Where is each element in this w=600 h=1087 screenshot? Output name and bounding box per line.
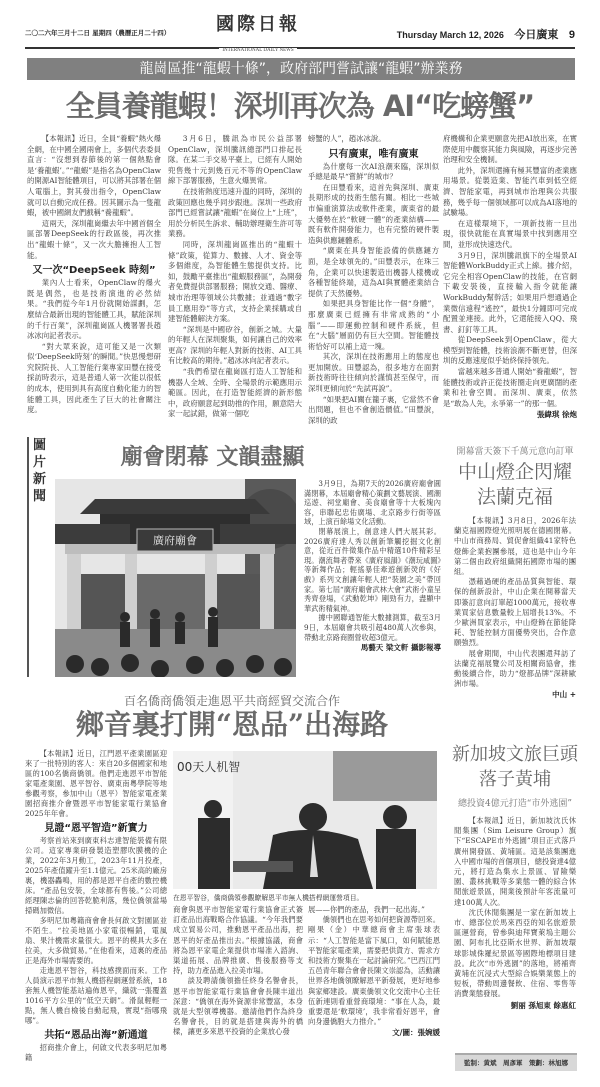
paragraph: 螃蟹的人”，趙冰冰說。 <box>308 134 386 143</box>
zhongshan-text-wrap <box>454 516 576 700</box>
enping-column-2 <box>173 905 303 1038</box>
paragraph: 從DeepSeek到OpenClaw，從大模型到智能體，技術浪潮不斷更替，但深圳的反應速度似乎始終保持領先。 <box>443 335 577 366</box>
headline-line: 法蘭克福 <box>476 486 553 508</box>
paragraph: 談及聘請僑領擔任終身名譽會長，恩平市智能家電行業協會會長陳丰道出深意：“僑領在海外資源非常豐富，本身就是大型領導機器。邀請他們作為終身名譽會長，目的就是搭建與海外的橋樑，讓更多來恩平投資的企業放心發 <box>173 976 303 1037</box>
paragraph: 3月6日，騰訊為市民公益部署OpenClaw，深圳騰訊總部門口排起長隊。在某二手交易平臺上，已經有人開始兜售幾十元到幾百元不等的OpenClaw線下部署服務，生意火爆異常。 <box>168 134 302 186</box>
paragraph: 【本報訊】近日，江門恩平產業園區迎來了一批特別的客人：來自20多個國家和地區的100名僑商僑領。他們走進恩平市智能家電產業園、恩平智谷、廣東南粵學院等地參觀考察，參加中山（恩平）智能家電產業園招商推介會暨恩平市智能家電行業協會2025年年會。 <box>25 749 167 818</box>
singapore-byline: 劉丽 孫旭東 餘惠紅 <box>510 1000 576 1010</box>
lead-column-4 <box>443 134 577 409</box>
headline-line: 落子黃埔 <box>479 769 551 790</box>
paragraph: 在這樣環境下，一項新技術一旦出現，很快就能在真實場景中找到應用空間，並形成快速迭代。 <box>443 218 577 249</box>
headline-line: 新加坡文旅巨頭 <box>452 744 578 765</box>
paragraph: 其次，深圳在技術應用上的態度也更加開放。田豐認為，很多地方在面對新技術時往往傾向於謹慎甚至保守，而深圳更傾向於“先試再說”。 <box>308 352 439 394</box>
issue-date: 二〇二六年三月十二日 星期四（農曆正月二十四） <box>25 29 171 37</box>
paragraph: 這兩天，深圳龍崗繼去年中國首個全區部署DeepSeek的行政區後，再次推出“龍蝦十條”，又一次大膽擁抱人工智能。 <box>27 218 161 260</box>
paragraph: 當越來越多普通人開始“養龍蝦”，智能體技術或許正從技術圈走向更廣闊的產業和社會空間。而深圳、廣東，依然是“敢為人先，永爭第一”的那一個。 <box>443 367 577 408</box>
paragraph: 招商推介會上，何啟文代表多明尼加粵籍 <box>25 1043 167 1062</box>
page-info <box>397 26 575 42</box>
paragraph: 在技術熱度迅速升溫的同時，深圳的政策回應也幾乎同步跟進。深圳一些政府部門已經嘗試讓“龍蝦”在崗位上“上班”，用於分析民生訴求、輔助辦理衛生許可等業務。 <box>168 186 302 239</box>
paragraph: “我們希望在龍崗區打造人工智能和機器人全域、全時、全場景的示範應用示範區。因此，在打造智能經濟的新形態中，政府願意起到助推的作用，願意陪大家一起試錯，做第一個吃 <box>168 367 302 419</box>
lead-column-4-wrap <box>443 134 577 420</box>
paragraph: 展——你們的產品，我們一起出海。” <box>308 905 425 914</box>
singapore-text-wrap <box>454 816 576 1011</box>
enping-column-3 <box>308 905 440 1027</box>
enping-column-3-wrap <box>308 905 440 1038</box>
paragraph: 3月9日，深圳騰訊旗下的全場景AI智能體WorkBuddy正式上線。據介紹，它完全相容OpenClaw的技能，在官網下載安裝後，直接輸入指令就能讓WorkBuddy幫幹活；如果用戶想通過企業微信遠程“遙控”，最快1分鐘即可完成配置並連接。此外，它還能接入QQ、飛書、釘釘等工具。 <box>443 250 577 334</box>
label-char: 新 <box>33 472 47 487</box>
temple-fair-byline: 馬藝天 梁文軒 攝影報導 <box>360 643 441 653</box>
editor-credits: 監制：黄斌 周彥軍 策劃：林旭娜 <box>455 1053 577 1071</box>
paragraph: “深圳是中國矽谷，創新之城。大量的年輕人在深圳聚集，如何讓自己的效率更高？深圳的年輕人對新的技術、AI工具有比較高的期待。”趙冰冰向記者表示。 <box>168 324 302 366</box>
temple-fair-headline: 廟會閉幕 文韻盡顯 <box>120 445 305 470</box>
page-number: 9 <box>568 29 575 41</box>
logo-chinese: 國際日報 <box>216 14 300 35</box>
temple-fair-text <box>304 479 441 642</box>
paragraph: 展會期間，中山代表團還拜訪了法蘭克福展覽公司及相關商協會，推動後續合作，助力“燈都品牌”深耕歐洲市場。 <box>454 648 576 689</box>
logo-english: INTERNATIONAL DAILY NEWS <box>219 48 296 54</box>
singapore-text <box>454 816 576 1000</box>
paragraph: 考察首站來到廣東科志達智能裝備有限公司。這家專業研發製造塑膠吹膜機的企業，2022年3月動工，2023年11月投產，2025年產值躍升至1.1億元。25米高的廠房裏，機器轟鳴，用的都是恩平自產的數控機床。“產品包安裝，全球都有售後。”公司總經理陳志倫的回答乾脆利落，幾位僑領當場掃碼加微信。 <box>25 836 167 915</box>
exhibit-sign-text: 00天人机智 <box>177 760 241 774</box>
paragraph: 走進恩平智谷，科技感撲面而來。工作人員演示恩平市無人機搭程網運營系統，18套無人機智能基站遍佈恩平，織就一張覆蓋1016平方公里的“低空天網”。滑鼠輕輕一點，無人機自檢後自動起飛，實現“指哪飛哪”。 <box>25 966 167 1025</box>
temple-fair-photo <box>55 479 296 677</box>
paragraph: 此外，深圳還擁有極其豐富的產業應用場景。從製造業、智能汽車到低空經濟、智能家電，再到城市治理與公共服務，幾乎每一個領域都可以成為AI落地的試驗場。 <box>443 165 577 218</box>
section-name: 今日廣東 <box>514 29 559 41</box>
enping-byline: 文/圖：張婉媛 <box>392 1028 440 1038</box>
label-char: 片 <box>33 455 47 470</box>
paragraph: 在田豐看來，這首先與深圳、廣東長期形成的技術生態有關。相比一些城市偏重演算法或軟件產業，廣東省的最大優勢在於“軟硬一體”的產業結構——既有軟件開發能力，也有完整的硬件製造與供應鏈體系。 <box>308 182 439 245</box>
drone-exhibit-image <box>173 751 437 889</box>
lead-column-3 <box>308 134 439 426</box>
paragraph: 【本報訊】3月8日，2026年法蘭克福國際燈光照明展在德國閉幕。中山市商務局、貿促會組織41家特色燈飾企業抱團參展，這也是中山今年第二個由政府組織開拓國際市場的團組。 <box>454 516 576 577</box>
paragraph: 【本報訊】近日，新加坡沈氏休閒集團（Sim Leisure Group）旗下“ESCAPE市外逃園”項目正式落戶廣州開發區、黃埔區。這是該集團進入中國市場的首個項目，總投資達4億元，將打造為集水上景區、冒險樂園、叢林挑戰等多業態一體的綜合休閒旅遊景區，開業後預計年客流量可達100萬人次。 <box>454 816 576 907</box>
paragraph: 【本報訊】近日，全員“養蝦”熱火爆全網，在中國全國兩會上，多個代表委員直言：“沒想到春節後的第一個熱點會是‘養龍蝦’。”“龍蝦”是指名為OpenClaw的開源AI智能體項目，可以將其部署在個人電腦上，對其發出指令，OpenClaw就可以自動完成任務。因其圖示為一隻龍蝦，被中國網友們戲稱“養龍蝦”。 <box>27 134 161 218</box>
enping-headline: 鄉音裏打開“恩品”出海路 <box>75 708 389 741</box>
zhongshan-headline <box>448 460 582 510</box>
subheading: 共拓“恩品出海”新通道 <box>44 1030 148 1041</box>
paragraph: 同時，深圳龍崗區推出的“龍蝦十條”政策，從算力、數據、人才、資金等多個維度，為智能體生態提供支持。比如，鼓勵平臺推出“龍蝦服務區”，為開發者免費提供部署服務；開放交通、醫療、城市治理等領域公共數據；並通過“數字員工應用券”等方式，支持企業採購或自建智能體解決方案。 <box>168 239 302 324</box>
temple-gate-image <box>55 479 296 677</box>
date-english: Thursday March 12, 2026 <box>396 30 504 40</box>
lead-kicker-banner: 龍崗區推“龍蝦十條”，政府部門嘗試讓“龍蝦”辦業務 <box>27 58 575 80</box>
temple-sign-text: 廣府廟會 <box>153 534 197 547</box>
paragraph: 多明尼加粵籍商會會長何啟文對園區並不陌生。“拉美地區小家電很暢銷，電風扇、果汁機需求量很大。恩平的模具大多在拉美，大多做貿易。”在他看來，這裏的產品正是海外市場需要的。 <box>25 916 167 965</box>
lead-byline: 張緯琪 徐炮 <box>536 410 577 420</box>
enping-photo <box>173 751 437 889</box>
paragraph: “廣東在具身智能設備的供應鏈方面，是全球領先的。”田豐表示，在珠三角，企業可以快速製造出機器人樣機或各種智能終端，這為AI與實體產業結合提供了天然優勢。 <box>308 246 439 298</box>
enping-column-1 <box>25 749 167 1063</box>
paragraph: 3月9日，為期7天的2026廣府廟會圓滿閉幕，本屆廟會精心策劃文藝展演、國潮巡遊、祠堂廟會、美食廟會等十大板塊內容，串聯起忠佑廣場、北京路步行街等區域，上演百餘場文化活動。 <box>304 479 441 527</box>
paragraph: 府機構和企業更願意先把AI放出來，在實際使用中觀察其能力與風險，再逐步完善治理和安全機制。 <box>443 134 577 165</box>
paragraph: 僑領們也在思考如何把資源帶回來。剛果（金）中華總商會主席張球表示：“人工智能是當下風口，如何賦能恩平智能家電產業，需要把供貨方、需求方和技術方聚集在一起討論研究。”巴西江門五邑青年聯合會會長陳文崇認為，活動讓世界各地僑領瞭解恩平新發展，更好地參與家鄉建設。廣東僑領文化交流中心主任伍新連則看重營商環境：“事在人為，最重要還是‘軟環境’，我非常看好恩平，會向身邊僑胞大力推介。” <box>308 915 440 1027</box>
label-char: 聞 <box>33 489 47 504</box>
paragraph: 據中國聯通智能大數據測算，截至3月9日，本屆廟會共吸引超480萬人次參與，帶動北京路商圈營收超3億元。 <box>304 613 441 642</box>
newspaper-logo <box>205 14 311 55</box>
singapore-subtitle: 總投資4億元打造“市外逃園” <box>458 799 572 809</box>
paragraph: “對大眾來說，這可能又是一次類似‘DeepSeek時刻’的瞬間。”快思慢想研究院院長、人工智能行業專家田豐在接受採訪時表示，這是普通人第一次能以很低的成本，使用到具有高度自動化能力的智能體工具，因此產生了巨大的社會關注度。 <box>27 341 161 415</box>
zhongshan-text <box>454 516 576 689</box>
singapore-headline <box>448 742 582 792</box>
paragraph: 為什麼每一次AI浪潮來臨，深圳似乎總是最早“嘗鮮”的城市？ <box>308 161 439 182</box>
paragraph: 業內人士看來，OpenClaw的爆火既是偶然，也是技術演進的必然結果。“我們從今年1月份就開始謀劃，怎麼結合最新出現的智能體工具，賦能深圳的千行百業”，深圳龍崗區人機署署長趙冰冰向記者表示。 <box>27 278 161 341</box>
subheading: 只有廣東，唯有廣東 <box>328 148 419 160</box>
enping-kicker: 百名僑商僑領走進恩平共商經貿交流合作 <box>123 694 340 708</box>
paragraph: 如果把具身智能比作一個“身體”，那麼廣東已經擁有非常成熟的“小腦”——即運動控制和硬件系統，但在“大腦”層面仍有巨大空間。智能體技術恰好可以補上這一塊。 <box>308 299 439 351</box>
paragraph: “如果把AI關在籠子裏，它當然不會出問題，但也不會創造價值。”田豐說，深圳的政 <box>308 394 439 425</box>
paragraph: 沈氏休閒集團是一家在新加坡上市、總部位於馬來西亞的知名旅遊景區運營商，曾參與迪拜寶萊塢主題公園、阿布扎比亞斯水世界、新加坡環球影城侏羅紀景區等國際地標項目建設。此次“市外逃園”的落地，將補齊黃埔在沉浸式大型綜合娛樂業態上的短板，帶動周邊餐飲、住宿、零售等消費業態發展。 <box>454 907 576 999</box>
temple-fair-text-wrap <box>304 479 441 653</box>
subheading: 又一次“DeepSeek 時刻” <box>32 265 156 277</box>
headline-line: 中山燈企閃耀 <box>457 461 572 483</box>
zhongshan-kicker: 開幕當天簽下千萬元意向訂單 <box>456 447 574 457</box>
paragraph: 商會與恩平市智能家電行業協會正式簽訂產品出海戰略合作協議。“今年我們要成立貿易公司，推動恩平產品出海，把恩平的好產品推出去。”根據協議，商會將為恩平家電企業提供市場准入諮詢、渠道拓展、品牌推廣、售後服務等支持，助力產品進入拉美市場。 <box>173 905 303 976</box>
label-char: 圖 <box>33 438 47 453</box>
lead-column-2 <box>168 134 302 420</box>
paragraph: 憑藉過硬的產品品質與智能、環保的創新設計，中山企業在開幕當天即簽訂意向訂單超1000萬元，接收專業買家信息數量較上屆增長13%。不少歐洲買家表示，中山燈飾在節能降耗、智能控制方面優勢突出，合作意願強烈。 <box>454 577 576 648</box>
enping-photo-caption: 在恩平智谷，僑商僑領參觀瞭解恩平市無人機搭桿網運營項目。 <box>173 894 364 902</box>
paragraph: 閉幕展演上，創意達人們大展其彩。2026廣府達人秀以創新筆觸挖掘文化創意，從近百件徵集作品中精選10件精彩呈現。潮流舞者帶來《廣府風韻》《潮玩咸圖》等新舞作品；輕搖暴佳牽遊創新熒的《好戲》系列文創讓年輕人把“裝園之美”帶回家。第七屆“廣府廟會武林大會”武術小童呈秀齊登場，《武動乾坤》剛勁有力，盡顯中華武術精氣神。 <box>304 526 441 613</box>
lead-headline: 全員養龍蝦！深圳再次為 AI“吃螃蟹” <box>65 89 535 123</box>
subheading: 見證“恩平智造”新實力 <box>44 823 148 834</box>
photo-news-label <box>27 437 49 677</box>
zhongshan-byline: 中山 + <box>552 690 576 700</box>
lead-column-1 <box>27 134 161 416</box>
